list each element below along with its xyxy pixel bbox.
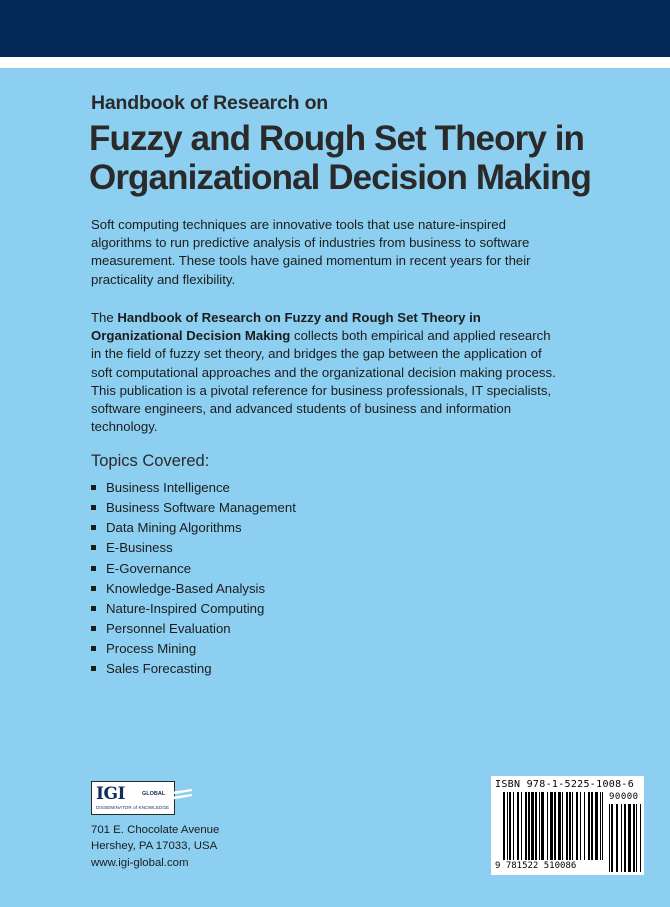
bullet-icon [91,646,96,651]
barcode-bar [640,804,641,872]
barcode-bar [588,792,590,860]
barcode-bar [628,804,631,872]
barcode-bar [566,792,568,860]
description-paragraph-2 [91,309,561,436]
list-item: Nature-Inspired Computing [91,599,296,619]
logo-global-text: GLOBAL [142,791,166,797]
topics-heading: Topics Covered: [91,452,210,470]
publisher-website: www.igi-global.com [91,856,189,869]
barcode-bar [554,792,556,860]
bullet-icon [91,586,96,591]
barcode-bar [569,792,571,860]
barcode-bar [600,792,601,860]
barcode-bar [562,792,563,860]
barcode-bar [572,792,573,860]
barcode-bar [507,792,508,860]
barcode-bar [609,804,610,872]
barcode-bar [513,792,514,860]
white-divider-strip [0,57,670,68]
bullet-icon [91,626,96,631]
list-item: Business Software Management [91,498,296,518]
barcode-bar [541,792,544,860]
top-color-band [0,0,670,57]
bullet-icon [91,666,96,671]
barcode-bar [547,792,548,860]
isbn-barcode [491,776,644,875]
p2-book-title: Handbook of Research on Fuzzy and Rough Set Theory in Organizational Decision Making [91,310,481,344]
description-paragraph-1: Soft computing techniques are innovative tools that use nature-inspired algorithms to run predictive analysis of industries from business to software measurement. These tools have gained momentum in recent years for their practicality and flexibility. [91,217,531,287]
barcode-addon-digits: 90000 [609,792,639,802]
barcode-bar [576,792,578,860]
bullet-icon [91,566,96,571]
barcode-bar [509,792,511,860]
topics-list [91,478,296,679]
bullet-icon [91,545,96,550]
barcode-bar [539,792,540,860]
barcode-bar [616,804,618,872]
barcode-bar [584,792,585,860]
p2-lead: The [91,310,118,325]
barcode-bar [521,792,522,860]
title-line-2: Organizational Decision Making [89,158,591,197]
bullet-icon [91,606,96,611]
logo-tagline: DISSEMINATOR of KNOWLEDGE [96,805,170,810]
barcode-bar [525,792,527,860]
list-item: E-Business [91,538,296,558]
barcode-bar [602,792,603,860]
barcode-bar [503,792,505,860]
bullet-icon [91,525,96,530]
publisher-address [91,822,219,871]
barcode-bar [528,792,530,860]
list-item: Business Intelligence [91,478,296,498]
barcode-bar [621,804,622,872]
barcode-bar [611,804,613,872]
list-item: Data Mining Algorithms [91,518,296,538]
bullet-icon [91,485,96,490]
barcode-digits: 9 781522 510086 [495,861,577,871]
barcode-bar [531,792,534,860]
address-line-2: Hershey, PA 17033, USA [91,840,218,853]
barcode-bar [636,804,637,872]
title-line-1: Fuzzy and Rough Set Theory in [89,119,585,158]
publisher-logo [91,781,175,815]
bullet-icon [91,505,96,510]
list-item: E-Governance [91,559,296,579]
logo-text: IGI [96,784,125,804]
barcode-bar [624,804,626,872]
barcode-bar [595,792,598,860]
address-line-1: 701 E. Chocolate Avenue [91,824,220,836]
list-item: Process Mining [91,639,296,659]
list-item: Personnel Evaluation [91,619,296,639]
barcode-bar [633,804,635,872]
list-item: Knowledge-Based Analysis [91,579,296,599]
barcode-bar [550,792,553,860]
isbn-label: ISBN 978-1-5225-1008-6 [495,779,635,790]
barcode-bar [535,792,537,860]
barcode-bar [580,792,581,860]
logo-swoosh-icon [170,788,192,804]
list-item: Sales Forecasting [91,659,296,679]
barcode-bar [591,792,593,860]
barcode-bar [517,792,519,860]
book-title [89,119,649,197]
book-overline: Handbook of Research on [91,92,329,114]
barcode-bar [558,792,561,860]
p2-rest: collects both empirical and applied research in the field of fuzzy set theory, and bridges the gap between the application of soft computational approaches and the organizational decision making process. This publication is a pivotal reference for business professionals, IT specialists, software engineers, and advanced students of business and information technology. [91,328,556,435]
